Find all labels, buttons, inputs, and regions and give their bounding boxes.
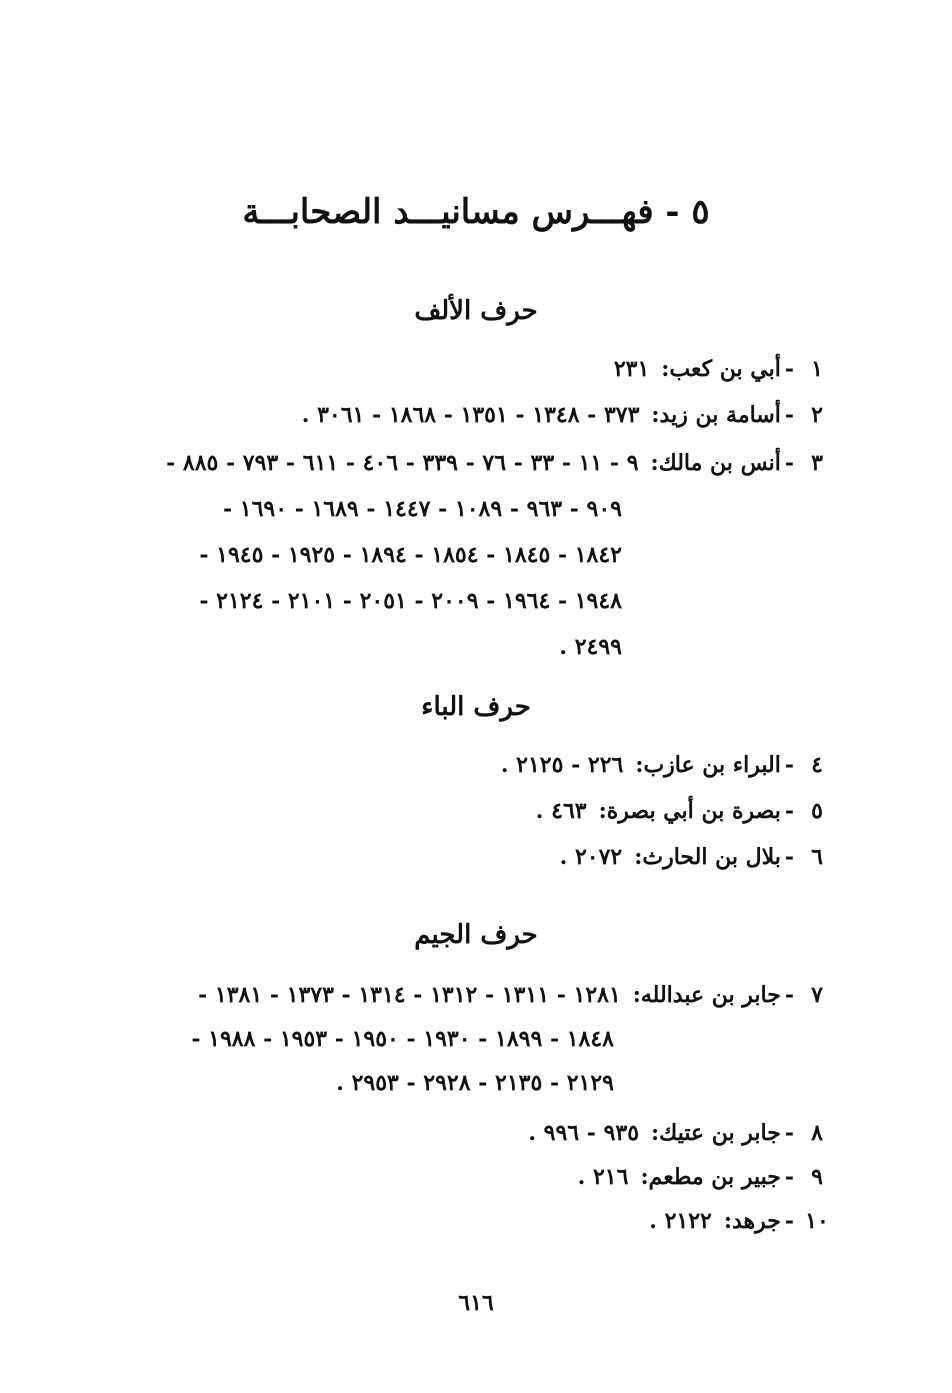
entry-name: جابر بن عتيك: (651, 1120, 781, 1146)
entry-dash: - (784, 844, 794, 870)
entry-refs: ٩٣٥ - ٩٩٦ . (528, 1120, 640, 1146)
entry-name: جبير بن مطعم: (640, 1164, 781, 1190)
entry-name: أنس بن مالك: (650, 450, 781, 476)
entry-dash: - (784, 982, 794, 1008)
index-entry-5 (536, 798, 832, 824)
section-heading-alif: حرف الألف (414, 296, 538, 326)
entry-dash: - (784, 356, 794, 382)
index-entry-9 (578, 1164, 832, 1190)
entry-name: جابر بن عبدالله: (632, 982, 781, 1008)
entry-number: ٤ (811, 752, 823, 778)
entry-refs: ٢٠٧٢ . (559, 844, 623, 870)
index-entry-7 (198, 982, 832, 1008)
index-entry-6 (560, 844, 832, 870)
entry-number: ٣ (811, 450, 823, 476)
entry-refs-continuation: ٩٠٩ - ٩٦٣ - ١٠٨٩ - ١٤٤٧ - ١٦٨٩ - ١٦٩٠ - (222, 496, 622, 522)
entry-number: ٧ (811, 982, 823, 1008)
page-title: ٥ - فهـــرس مسانيـــد الصحابـــة (242, 192, 710, 232)
entry-refs: ٢١٢٢ . (649, 1208, 712, 1234)
entry-dash: - (784, 1164, 794, 1190)
entry-dash: - (784, 752, 794, 778)
entry-number: ٦ (811, 844, 823, 870)
entry-name: بلال بن الحارث: (634, 844, 781, 870)
entry-name: جرهد: (723, 1208, 781, 1234)
page-number: ٦١٦ (458, 1290, 494, 1316)
entry-number: ٨ (811, 1120, 823, 1146)
entry-refs: ٢٢٦ - ٢١٢٥ . (500, 752, 624, 778)
entry-refs-continuation: ١٨٤٢ - ١٨٤٥ - ١٨٥٤ - ١٨٩٤ - ١٩٢٥ - ١٩٤٥ - (199, 542, 622, 568)
section-heading-jim: حرف الجيم (414, 920, 538, 950)
entry-dash: - (784, 450, 794, 476)
entry-number: ٢ (811, 402, 823, 428)
entry-refs: ٩ - ١١ - ٣٣ - ٧٦ - ٣٣٩ - ٤٠٦ - ٦١١ - ٧٩٣ - ٨٨٥ - (166, 450, 639, 476)
entry-refs: ٤٦٣ . (535, 798, 587, 824)
entry-refs: ٢٣١ (613, 356, 650, 382)
entry-name: أسامة بن زيد: (651, 402, 781, 428)
entry-number: ٥ (811, 798, 823, 824)
index-entry-2 (302, 402, 832, 428)
index-entry-10 (649, 1208, 832, 1234)
entry-name: البراء بن عازب: (635, 752, 781, 778)
entry-name: أبي بن كعب: (661, 356, 781, 382)
entry-number: ١٠ (805, 1208, 829, 1234)
section-heading-ba: حرف الباء (421, 692, 531, 722)
entry-refs: ٢١٦ . (577, 1164, 629, 1190)
entry-refs: ١٢٨١ - ١٣١١ - ١٣١٢ - ١٣١٤ - ١٣٧٣ - ١٣٨١ - (198, 982, 621, 1008)
entry-dash: - (784, 798, 794, 824)
entry-dash: - (784, 402, 794, 428)
index-entry-4 (501, 752, 832, 778)
index-entry-8 (528, 1120, 832, 1146)
entry-number: ١ (811, 356, 823, 382)
entry-refs-continuation: ٢١٢٩ - ٢١٣٥ - ٢٩٢٨ - ٢٩٥٣ . (336, 1070, 614, 1096)
entry-refs-continuation: ١٨٤٨ - ١٨٩٩ - ١٩٣٠ - ١٩٥٠ - ١٩٥٣ - ١٩٨٨ - (191, 1026, 614, 1052)
entry-name: بصرة بن أبي بصرة: (598, 798, 781, 824)
entry-refs-continuation: ٢٤٩٩ . (559, 634, 622, 660)
entry-dash: - (784, 1120, 794, 1146)
index-entry-3 (166, 450, 832, 476)
entry-refs-continuation: ١٩٤٨ - ١٩٦٤ - ٢٠٠٩ - ٢٠٥١ - ٢١٠١ - ٢١٢٤ - (199, 588, 622, 614)
entry-number: ٩ (811, 1164, 823, 1190)
entry-refs: ٣٧٣ - ١٣٤٨ - ١٣٥١ - ١٨٦٨ - ٣٠٦١ . (301, 402, 640, 428)
index-entry-1 (614, 356, 832, 382)
entry-dash: - (784, 1208, 794, 1234)
